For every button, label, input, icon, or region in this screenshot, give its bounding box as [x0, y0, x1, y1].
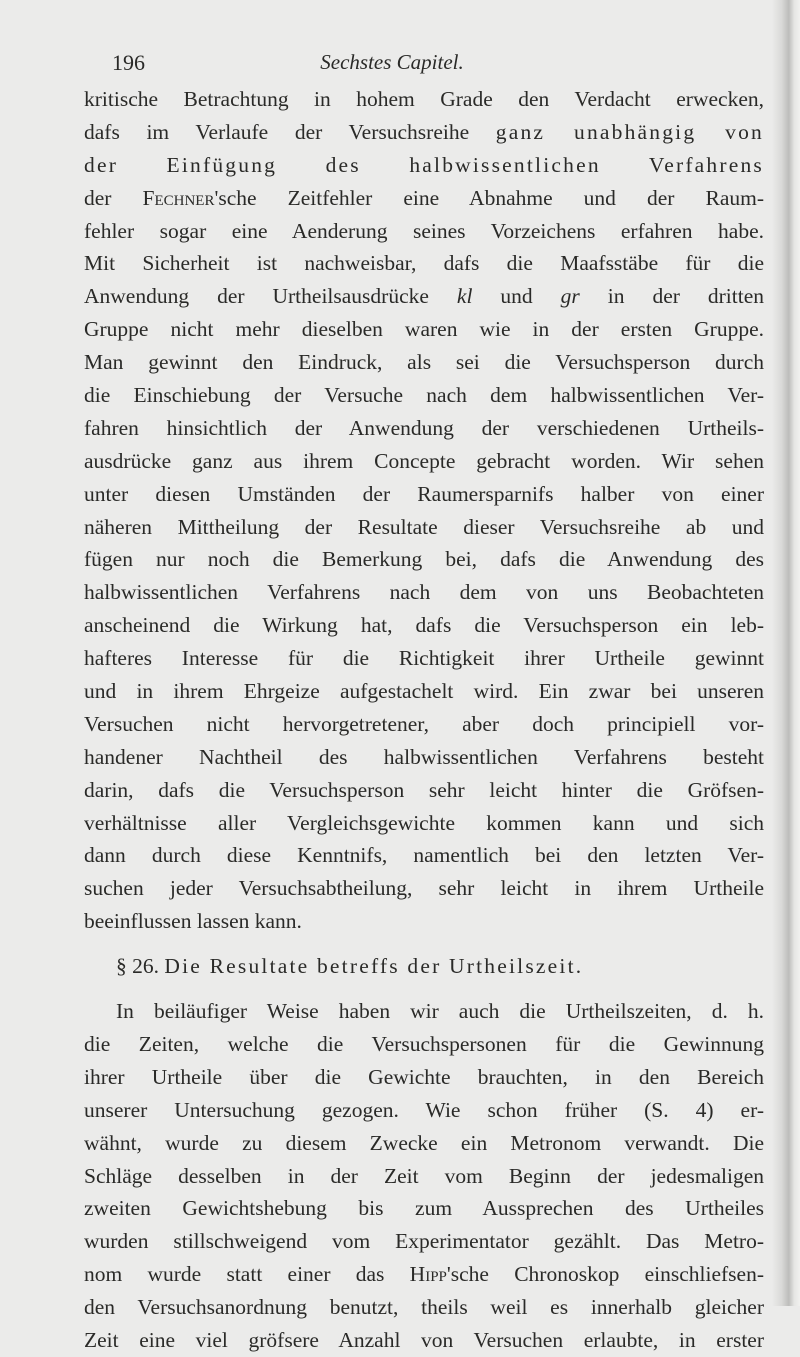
text-line: wähnt, wurde zu diesem Zwecke ein Metronom verwandt. Die — [84, 1130, 764, 1155]
text-line: näheren Mittheilung der Resultate dieser Versuchsreihe ab und — [84, 514, 764, 539]
text-line: den Versuchsanordnung benutzt, theils weil es innerhalb gleicher — [84, 1295, 764, 1320]
text-line: handener Nachtheil des halbwissentlichen Verfahrens besteht — [84, 744, 764, 769]
section-number: § 26. — [116, 954, 159, 979]
text-line: hafteres Interesse für die Richtigkeit ihrer Urtheile gewinnt — [84, 646, 764, 671]
text-line: der Fechner'sche Zeitfehler eine Abnahme und der Raum- — [84, 185, 764, 210]
text-line: Man gewinnt den Eindruck, als sei die Versuchsperson durch — [84, 350, 764, 375]
text-line: fehler sogar eine Aenderung seines Vorzeichens erfahren habe. — [84, 218, 764, 243]
emphasis-spaced: der Einfügung des halbwissentlichen Verfahrens — [84, 152, 764, 177]
text-line: beeinflussen lassen kann. — [84, 909, 302, 934]
page-header — [112, 50, 672, 80]
text-line: Anwendung der Urtheilsausdrücke kl und gr in der dritten — [84, 284, 764, 309]
text-line: halbwissentlichen Verfahrens nach dem von uns Beobachteten — [84, 580, 764, 605]
text-line: In beiläufiger Weise haben wir auch die Urtheilszeiten, d. h. — [116, 999, 764, 1024]
text-line: und in ihrem Ehrgeize aufgestachelt wird. Ein zwar bei unseren — [84, 679, 764, 704]
text-line: darin, dafs die Versuchsperson sehr leicht hinter die Gröfsen- — [84, 777, 764, 802]
text-line: Versuchen nicht hervorgetretener, aber doch principiell vor- — [84, 711, 764, 736]
text-line: Zeit eine viel gröfsere Anzahl von Versuchen erlaubte, in erster — [84, 1327, 764, 1352]
text-line: unserer Untersuchung gezogen. Wie schon früher (S. 4) er- — [84, 1097, 764, 1122]
text-line: ihrer Urtheile über die Gewichte brauchten, in den Bereich — [84, 1064, 764, 1089]
running-head: Sechstes Capitel. — [320, 50, 464, 74]
text-line: die Einschiebung der Versuche nach dem halbwissentlichen Ver- — [84, 383, 764, 408]
text-line: anscheinend die Wirkung hat, dafs die Versuchsperson ein leb- — [84, 613, 764, 638]
text-line: fügen nur noch die Bemerkung bei, dafs die Anwendung des — [84, 547, 764, 572]
text-line: Gruppe nicht mehr dieselben waren wie in der ersten Gruppe. — [84, 317, 764, 342]
text-line: suchen jeder Versuchsabtheilung, sehr leicht in ihrem Urtheile — [84, 876, 764, 901]
body-text — [84, 83, 764, 1357]
author-name: Hipp — [409, 1262, 447, 1287]
emphasis-spaced: ganz unabhängig von — [495, 119, 764, 144]
text-line: wurden stillschweigend vom Experimentator gezählt. Das Metro- — [84, 1229, 764, 1254]
text-line: nom wurde statt einer das Hipp'sche Chronoskop einschliefsen- — [84, 1262, 764, 1287]
page-number: 196 — [112, 50, 145, 75]
text-line: unter diesen Umständen der Raumersparnifs halber von einer — [84, 481, 764, 506]
author-name: Fechner — [142, 185, 215, 210]
text-line: dafs im Verlaufe der Versuchsreihe ganz unabhängig von — [84, 119, 764, 144]
text-line — [84, 149, 764, 182]
text-line: Schläge desselben in der Zeit vom Beginn der jedesmaligen — [84, 1163, 764, 1188]
text-line: Mit Sicherheit ist nachweisbar, dafs die Maafsstäbe für die — [84, 251, 764, 276]
section-title: Die Resultate betreffs der Urtheilszeit. — [164, 954, 584, 979]
section-heading — [84, 950, 764, 983]
text-line: kritische Betrachtung in hohem Grade den Verdacht erwecken, — [84, 87, 764, 111]
text-line: die Zeiten, welche die Versuchspersonen für die Gewinnung — [84, 1031, 764, 1056]
text-line: zweiten Gewichtshebung bis zum Aussprechen des Urtheiles — [84, 1196, 764, 1221]
text-line: dann durch diese Kenntnifs, namentlich bei den letzten Ver- — [84, 843, 764, 868]
text-line: verhältnisse aller Vergleichsgewichte kommen kann und sich — [84, 810, 764, 835]
text-line: ausdrücke ganz aus ihrem Concepte gebracht worden. Wir sehen — [84, 448, 764, 473]
page-edge-shadow — [772, 0, 800, 1306]
text-line: fahren hinsichtlich der Anwendung der verschiedenen Urtheils- — [84, 415, 764, 440]
